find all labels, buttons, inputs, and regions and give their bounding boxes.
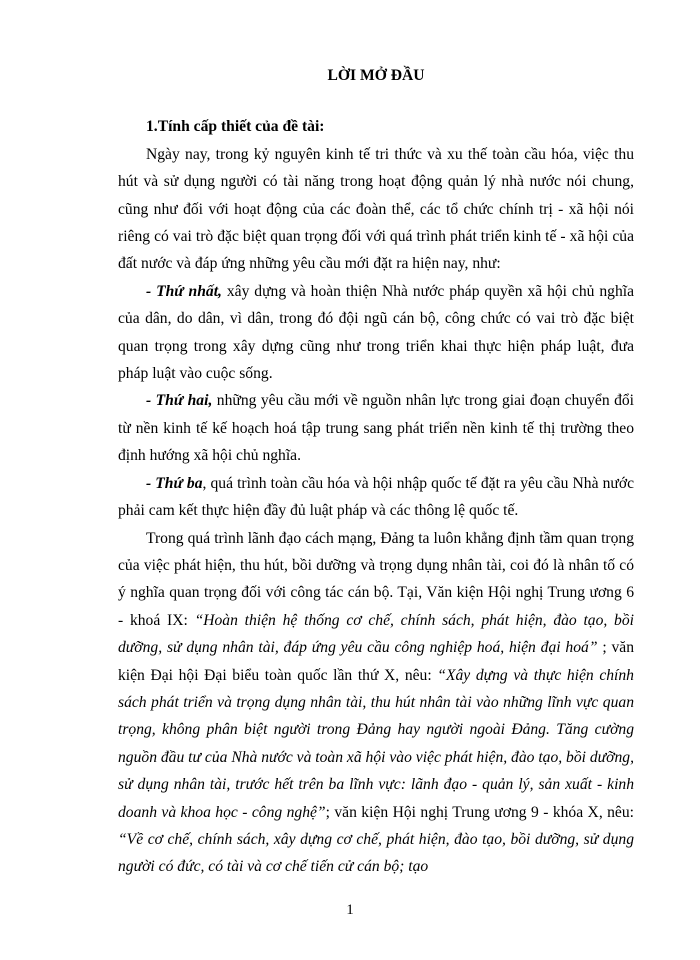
party-text-1: Trong quá trình lãnh đạo cách mạng, Đảng ta luôn khẳng định tầm quan trọng của việc phát hiện, thu hút, bồi dưỡng và trọng dụng nhân tài, coi đó là nhân tố có ý nghĩa quan trọng đối với công tác cán bộ. Tại, Văn kiện Hội nghị Trung ương 6 - khoá IX: — [118, 529, 634, 629]
point-1-text: xây dựng và hoàn thiện Nhà nước pháp quyền xã hội chủ nghĩa của dân, do dân, vì dân, trong đó đội ngũ cán bộ, công chức có vai trò đặc biệt quan trọng trong xây dựng cũng như trong triển khai thực hiện pháp luật, đưa pháp luật vào cuộc sống. — [118, 282, 634, 383]
page-title: LỜI MỞ ĐẦU — [327, 67, 425, 84]
intro-paragraph: Ngày nay, trong kỷ nguyên kinh tế tri thức và xu thế toàn cầu hóa, việc thu hút và sử dụng người có tài năng trong hoạt động quản lý nhà nước nói chung, cũng như đối với hoạt động của các đoàn thể, các tổ chức chính trị - xã hội nói riêng có vai trò đặc biệt quan trọng đối với quá trình phát triển kinh tế - xã hội của đất nước và đáp ứng những yêu cầu mới đặt ra hiện nay, như: — [118, 145, 634, 273]
party-paragraph — [118, 525, 634, 881]
point-2-label: - Thứ hai, — [146, 392, 213, 410]
quote-2: “Xây dựng và thực hiện chính sách phát triển và trọng dụng nhân tài, thu hút nhân tài vào những lĩnh vực quan trọng, không phân biệt người trong Đảng hay người ngoài Đảng. Tăng cường nguồn đầu tư của Nhà nước và toàn xã hội vào việc phát hiện, đào tạo, bồi dưỡng, sử dụng nhân tài, trước hết trên ba lĩnh vực: lãnh đạo - quản lý, sản xuất - kinh doanh và khoa học - công nghệ” — [118, 666, 634, 821]
point-1 — [118, 278, 634, 388]
section-heading: 1.Tính cấp thiết của đề tài: — [146, 118, 325, 136]
quote-3: “Về cơ chế, chính sách, xây dựng cơ chế, phát hiện, đào tạo, bồi dưỡng, sử dụng người có đức, có tài và cơ chế tiến cử cán bộ; tạo — [118, 830, 634, 876]
point-2 — [118, 387, 634, 469]
point-1-label: - Thứ nhất, — [146, 282, 222, 300]
page-content — [118, 62, 634, 881]
party-text-2: ; văn kiện Đại hội Đại biểu toàn quốc lần thứ X, nêu: — [118, 639, 634, 684]
page-number: 1 — [346, 902, 354, 918]
point-3 — [118, 470, 634, 525]
quote-1: “Hoàn thiện hệ thống cơ chế, chính sách, phát hiện, đào tạo, bồi dưỡng, sử dụng nhân tài, đáp ứng yêu cầu công nghiệp hoá, hiện đại hoá” — [118, 611, 634, 657]
party-text-3: ; văn kiện Hội nghị Trung ương 9 - khóa X, nêu: — [325, 803, 634, 821]
point-3-label: - Thứ ba — [146, 474, 203, 492]
point-2-text: những yêu cầu mới về nguồn nhân lực trong giai đoạn chuyển đổi từ nền kinh tế kế hoạch hoá tập trung sang phát triển nền kinh tế thị trường theo định hướng xã hội chủ nghĩa. — [118, 392, 635, 465]
point-3-text: , quá trình toàn cầu hóa và hội nhập quốc tế đặt ra yêu cầu Nhà nước phải cam kết thực hiện đầy đủ luật pháp và các thông lệ quốc tế. — [118, 474, 635, 520]
